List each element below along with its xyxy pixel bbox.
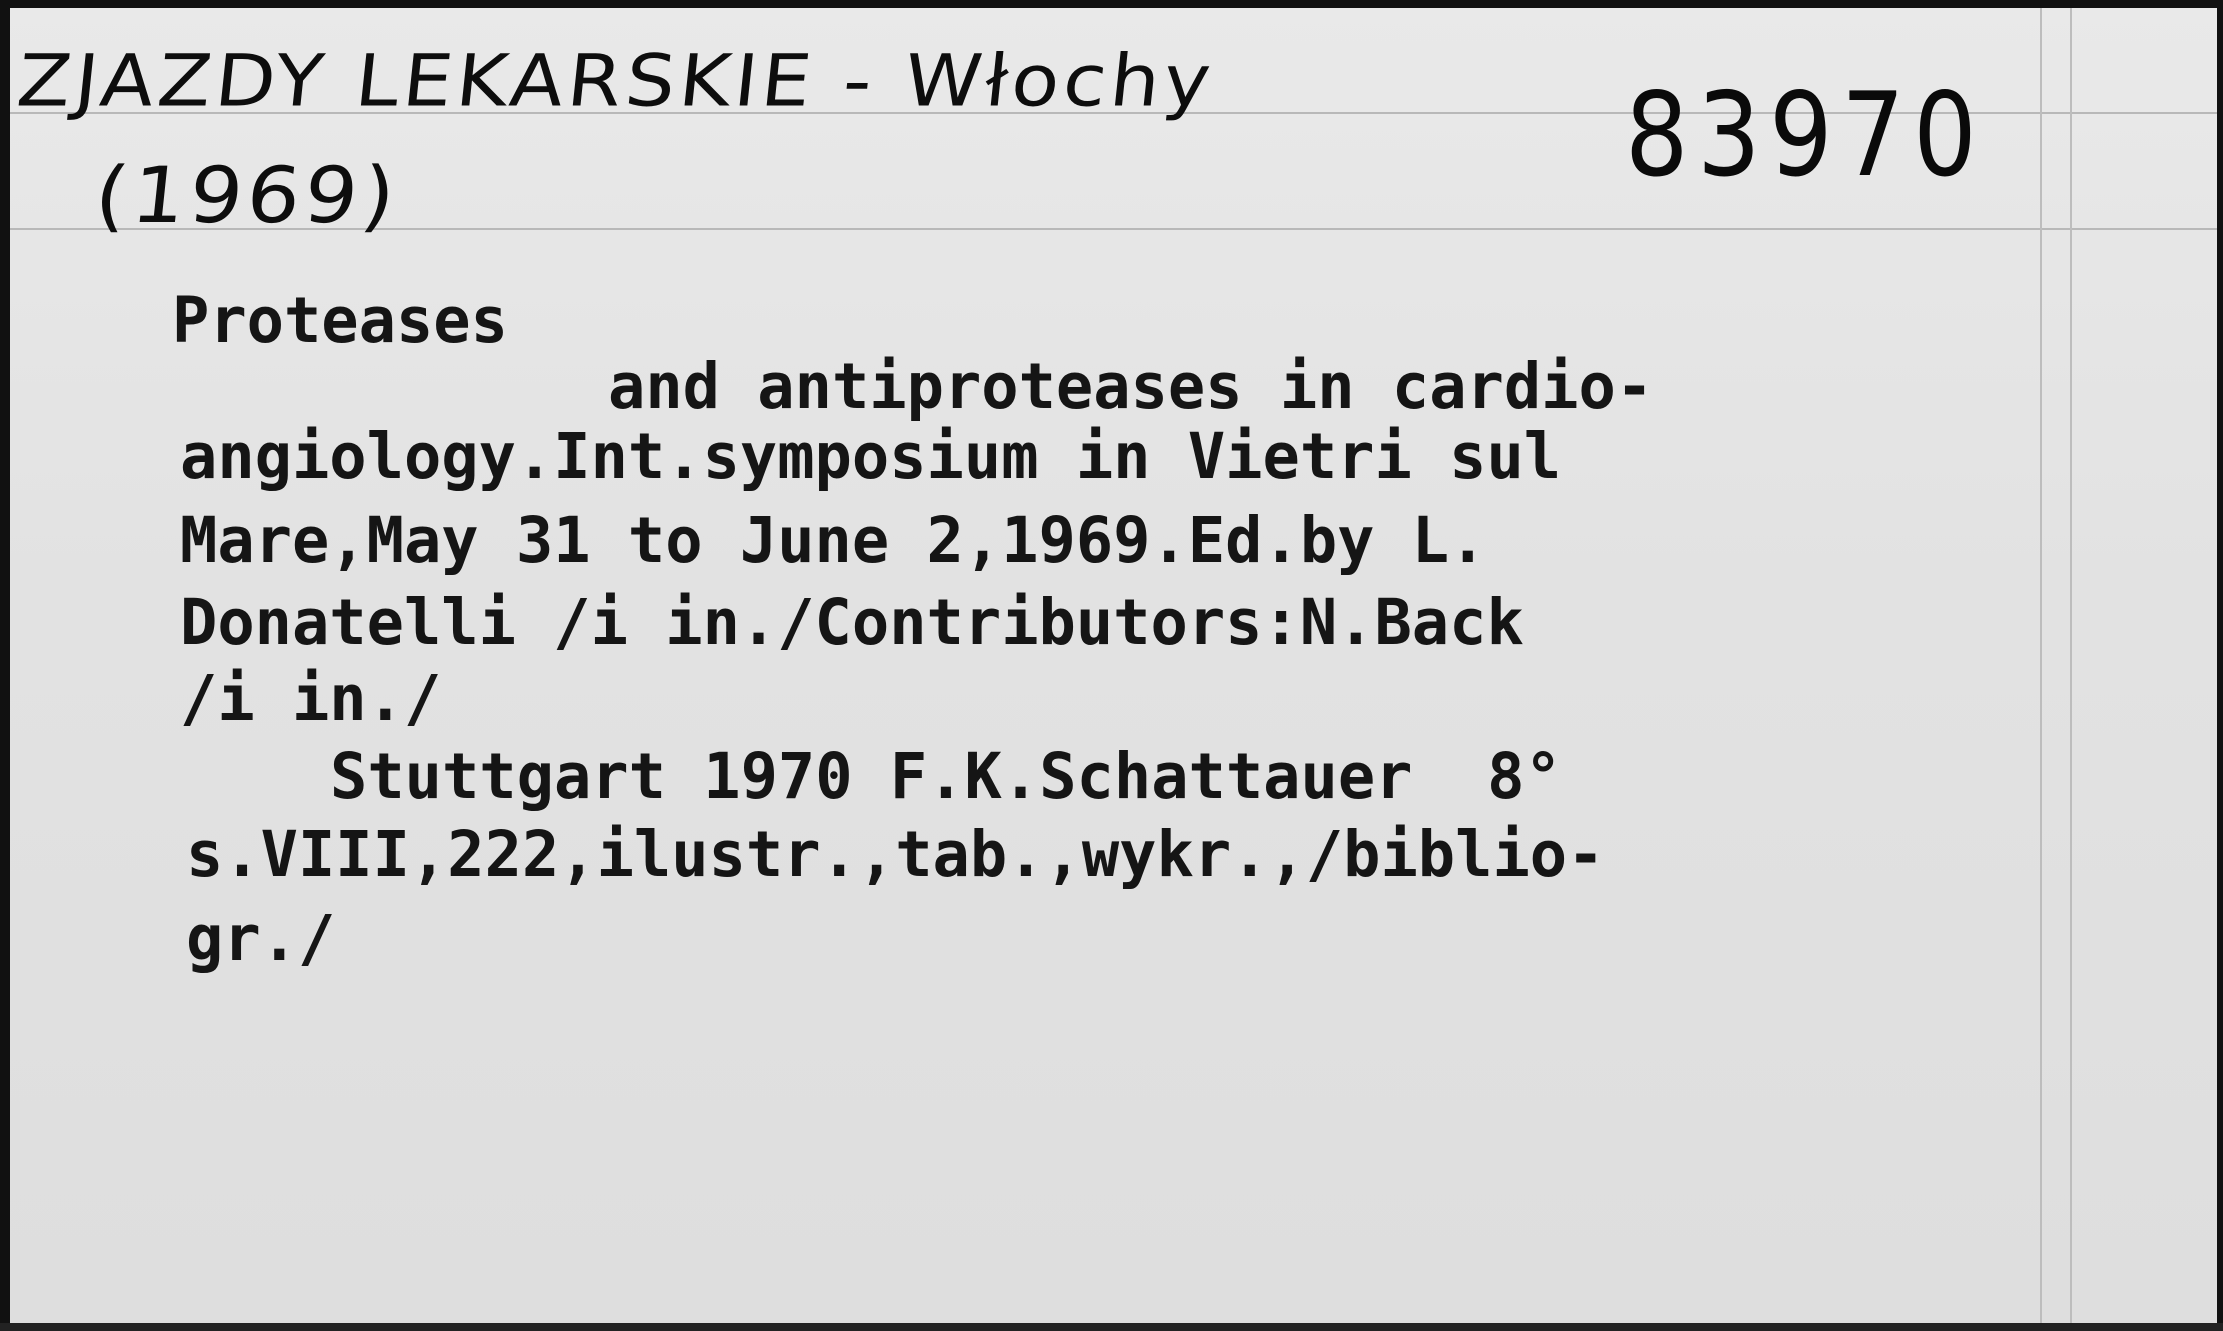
entry-line: gr./: [186, 901, 336, 976]
entry-line: Stuttgart 1970 F.K.Schattauer 8°: [330, 739, 1562, 814]
ruled-margin-line: [2070, 8, 2072, 1323]
entry-line: and antiproteases in cardio-: [608, 349, 1654, 424]
subject-heading: ZJAZDY LEKARSKIE - Włochy: [13, 40, 1219, 123]
ruled-margin-line: [2040, 8, 2042, 1323]
card-border-top: [0, 0, 2223, 8]
entry-line: /i in./: [180, 661, 442, 736]
entry-line: Mare,May 31 to June 2,1969.Ed.by L.: [180, 503, 1487, 578]
card-border-bottom: [0, 1323, 2223, 1331]
card-number: 83970: [1625, 68, 1986, 203]
card-border-right: [2217, 0, 2223, 1331]
entry-line: s.VIII,222,ilustr.,tab.,wykr.,/biblio-: [186, 817, 1605, 892]
subject-heading-year: (1969): [90, 150, 404, 241]
entry-line: angiology.Int.symposium in Vietri sul: [180, 419, 1562, 494]
entry-title-word: Proteases: [172, 283, 508, 358]
card-border-left: [0, 0, 10, 1331]
entry-line: Donatelli /i in./Contributors:N.Back: [180, 585, 1524, 660]
